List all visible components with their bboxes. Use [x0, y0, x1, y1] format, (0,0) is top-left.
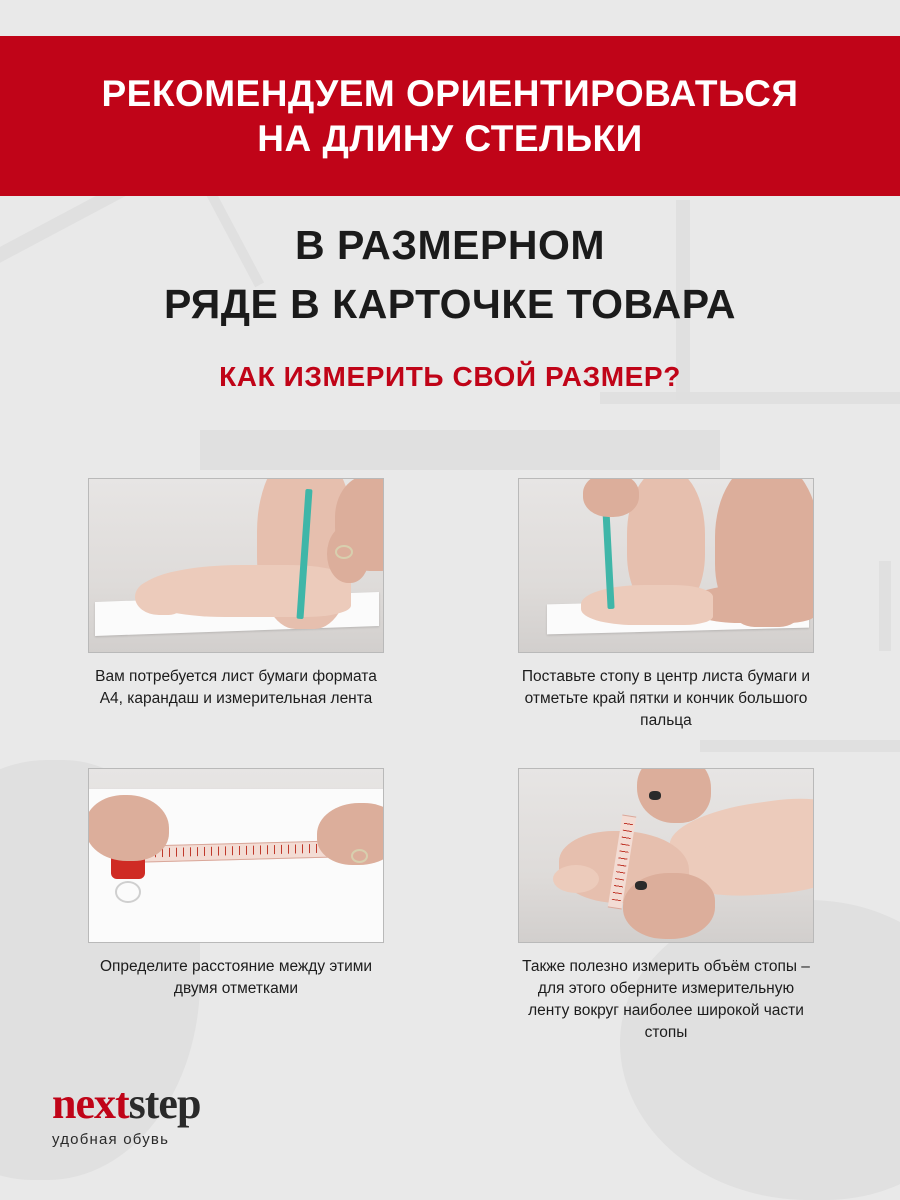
ring-icon — [351, 849, 368, 863]
ring-icon — [335, 545, 353, 559]
step-item — [518, 478, 814, 732]
step-3-caption: Определите расстояние между этими двумя отметками — [99, 958, 373, 997]
step-3-photo — [88, 768, 384, 943]
subheading: КАК ИЗМЕРИТЬ СВОЙ РАЗМЕР? — [219, 360, 681, 392]
headline-line-2: РЯДЕ В КАРТОЧКЕ ТОВАРА — [163, 281, 737, 328]
logo-wordmark — [52, 1078, 200, 1129]
hand-shape — [583, 478, 639, 517]
left-hand-shape — [88, 795, 169, 861]
step-1-caption: Вам потребуется лист бумаги формата А4, карандаш и измерительная лента — [95, 668, 377, 707]
headings-block — [0, 216, 900, 393]
header-banner — [0, 36, 900, 196]
step-item — [88, 478, 384, 732]
brand-logo — [52, 1078, 200, 1148]
step-4-caption: Также полезно измерить объём стопы – для этого оберните измерительную ленту вокруг наиболее широкой части стопы — [522, 958, 810, 1041]
banner-line-1: РЕКОМЕНДУЕМ ОРИЕНТИРОВАТЬСЯ — [101, 72, 799, 114]
step-2-photo — [518, 478, 814, 653]
foot-shape — [581, 585, 713, 625]
step-1-photo — [88, 478, 384, 653]
headline-line-1: В РАЗМЕРНОМ — [294, 222, 606, 268]
step-item — [518, 768, 814, 1044]
logo-next-text: next — [52, 1079, 129, 1128]
tape-ring-icon — [115, 881, 141, 903]
banner-line-2: НА ДЛИНУ СТЕЛЬКИ — [257, 118, 643, 159]
steps-grid — [88, 478, 814, 1044]
toes-shape — [553, 865, 599, 893]
logo-step-text: step — [128, 1079, 201, 1128]
bg-band — [200, 430, 720, 470]
nail-icon — [635, 881, 647, 890]
step-4-photo — [518, 768, 814, 943]
step-item — [88, 768, 384, 1044]
bg-stripe — [879, 561, 891, 651]
bg-stripe — [600, 392, 900, 404]
step-2-caption: Поставьте стопу в центр листа бумаги и отметьте край пятки и кончик большого пальца — [521, 668, 811, 729]
toes-shape — [135, 579, 183, 615]
logo-tagline: удобная обувь — [52, 1131, 170, 1148]
nail-icon — [649, 791, 661, 800]
